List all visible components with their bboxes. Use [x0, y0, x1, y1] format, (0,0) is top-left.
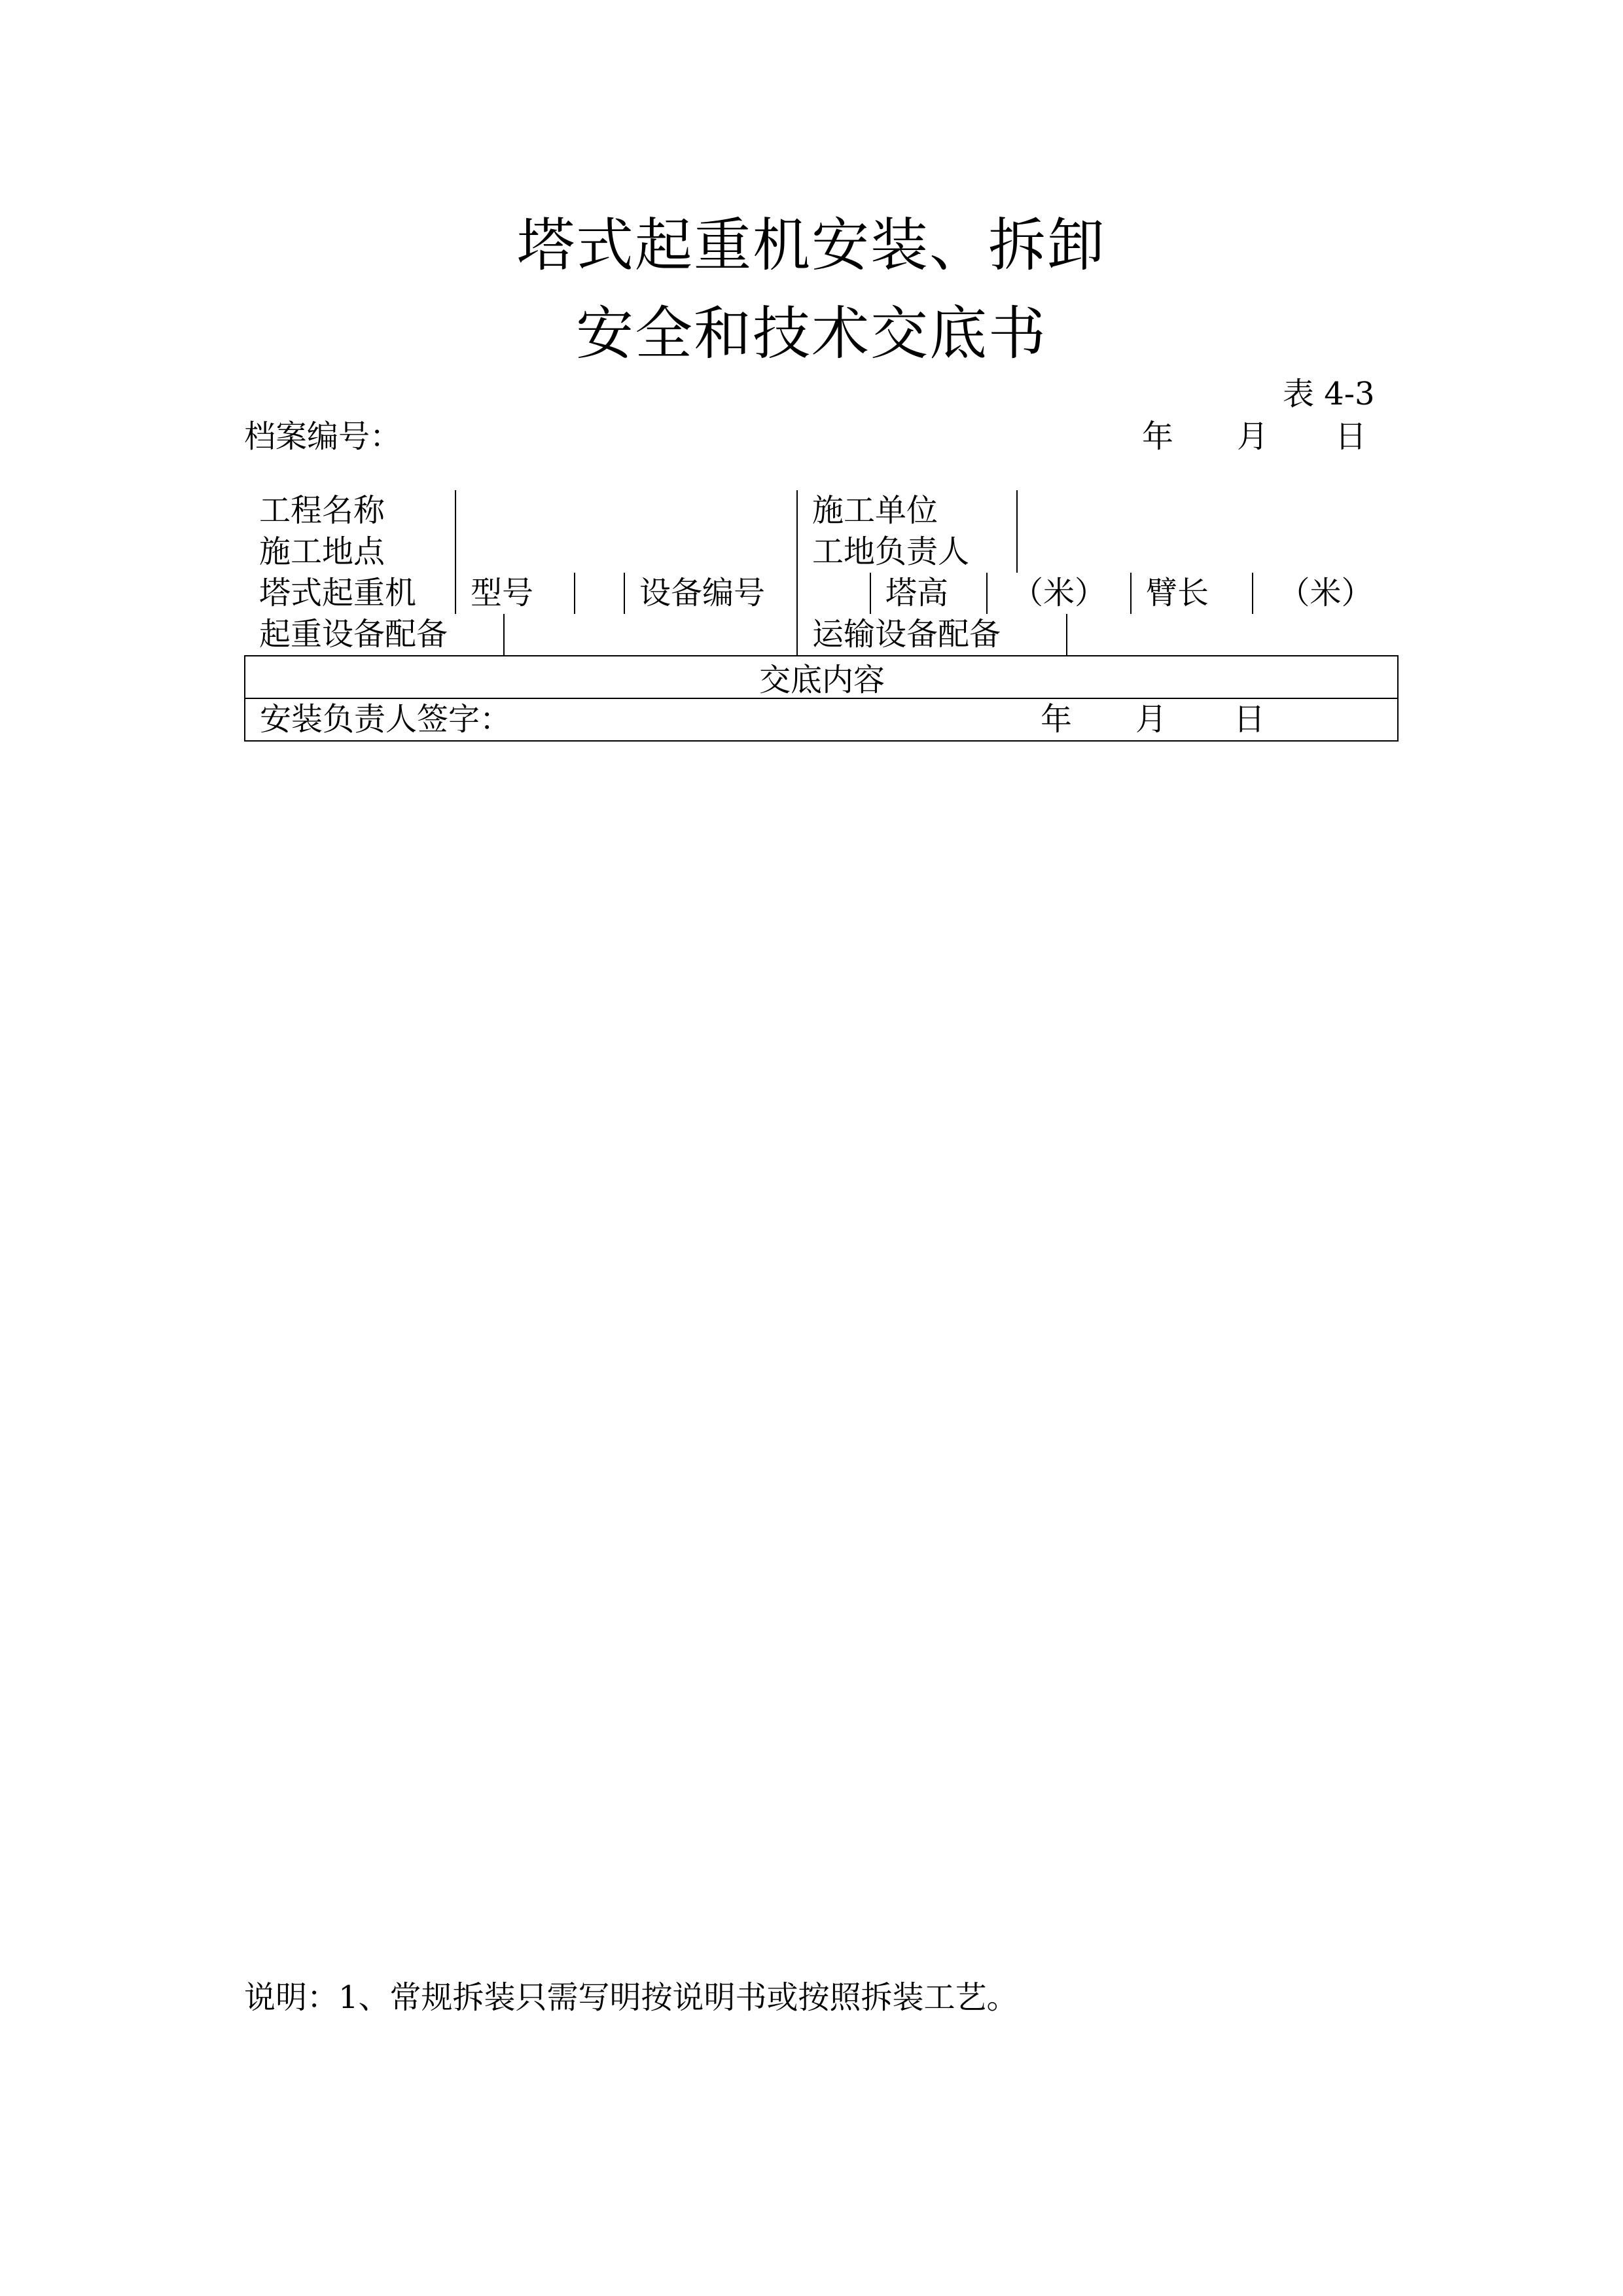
installer-signature-row[interactable] [245, 698, 1398, 741]
document-title-line1: 塔式起重机安装、拆卸 [516, 211, 1106, 279]
handover-form [244, 490, 1399, 742]
header-day: 日 [1335, 418, 1367, 455]
site-manager-label: 工地负责人 [797, 531, 1017, 573]
construction-site-field[interactable] [455, 531, 797, 573]
table-number: 表 4-3 [1283, 376, 1375, 412]
tower-crane-label: 塔式起重机 [245, 573, 455, 614]
construction-site-label: 施工地点 [245, 531, 455, 573]
header-month: 月 [1237, 418, 1269, 455]
document-title-line2: 安全和技术交底书 [575, 300, 1047, 367]
site-manager-field[interactable] [1017, 531, 1398, 573]
handover-content-area[interactable] [245, 656, 1398, 698]
equipment-number-label: 设备编号 [624, 573, 797, 614]
construction-unit-field[interactable] [1017, 490, 1398, 531]
equipment-number-field[interactable] [797, 573, 870, 614]
installer-date-year: 年 [1041, 701, 1073, 738]
form-row-1 [245, 490, 1398, 531]
header-year: 年 [1142, 418, 1174, 455]
project-name-field[interactable] [455, 490, 797, 531]
project-name-label: 工程名称 [245, 490, 455, 531]
boom-length-field[interactable]: （米） [1253, 573, 1398, 614]
content-header: 交底内容 [758, 662, 885, 698]
transport-equipment-field[interactable] [1067, 614, 1398, 655]
lifting-equipment-field[interactable] [504, 614, 797, 655]
installer-date-day: 日 [1234, 701, 1266, 738]
tower-height-label: 塔高 [870, 573, 987, 614]
model-field[interactable] [575, 573, 624, 614]
boom-length-label: 臂长 [1131, 573, 1253, 614]
installer-signature-label: 安装负责人签字： [260, 701, 512, 738]
construction-unit-label: 施工单位 [797, 490, 1017, 531]
form-row-4 [245, 614, 1398, 656]
form-row-3 [245, 573, 1398, 614]
tower-height-field[interactable]: （米） [987, 573, 1131, 614]
model-label: 型号 [455, 573, 575, 614]
form-row-2 [245, 531, 1398, 573]
archive-number-label: 档案编号： [244, 418, 402, 455]
installer-date-month: 月 [1135, 701, 1168, 738]
lifting-equipment-label: 起重设备配备 [245, 614, 504, 655]
transport-equipment-label: 运输设备配备 [797, 614, 1067, 655]
footnote: 说明：1、常规拆装只需写明按说明书或按照拆装工艺。 [244, 1979, 1018, 2016]
